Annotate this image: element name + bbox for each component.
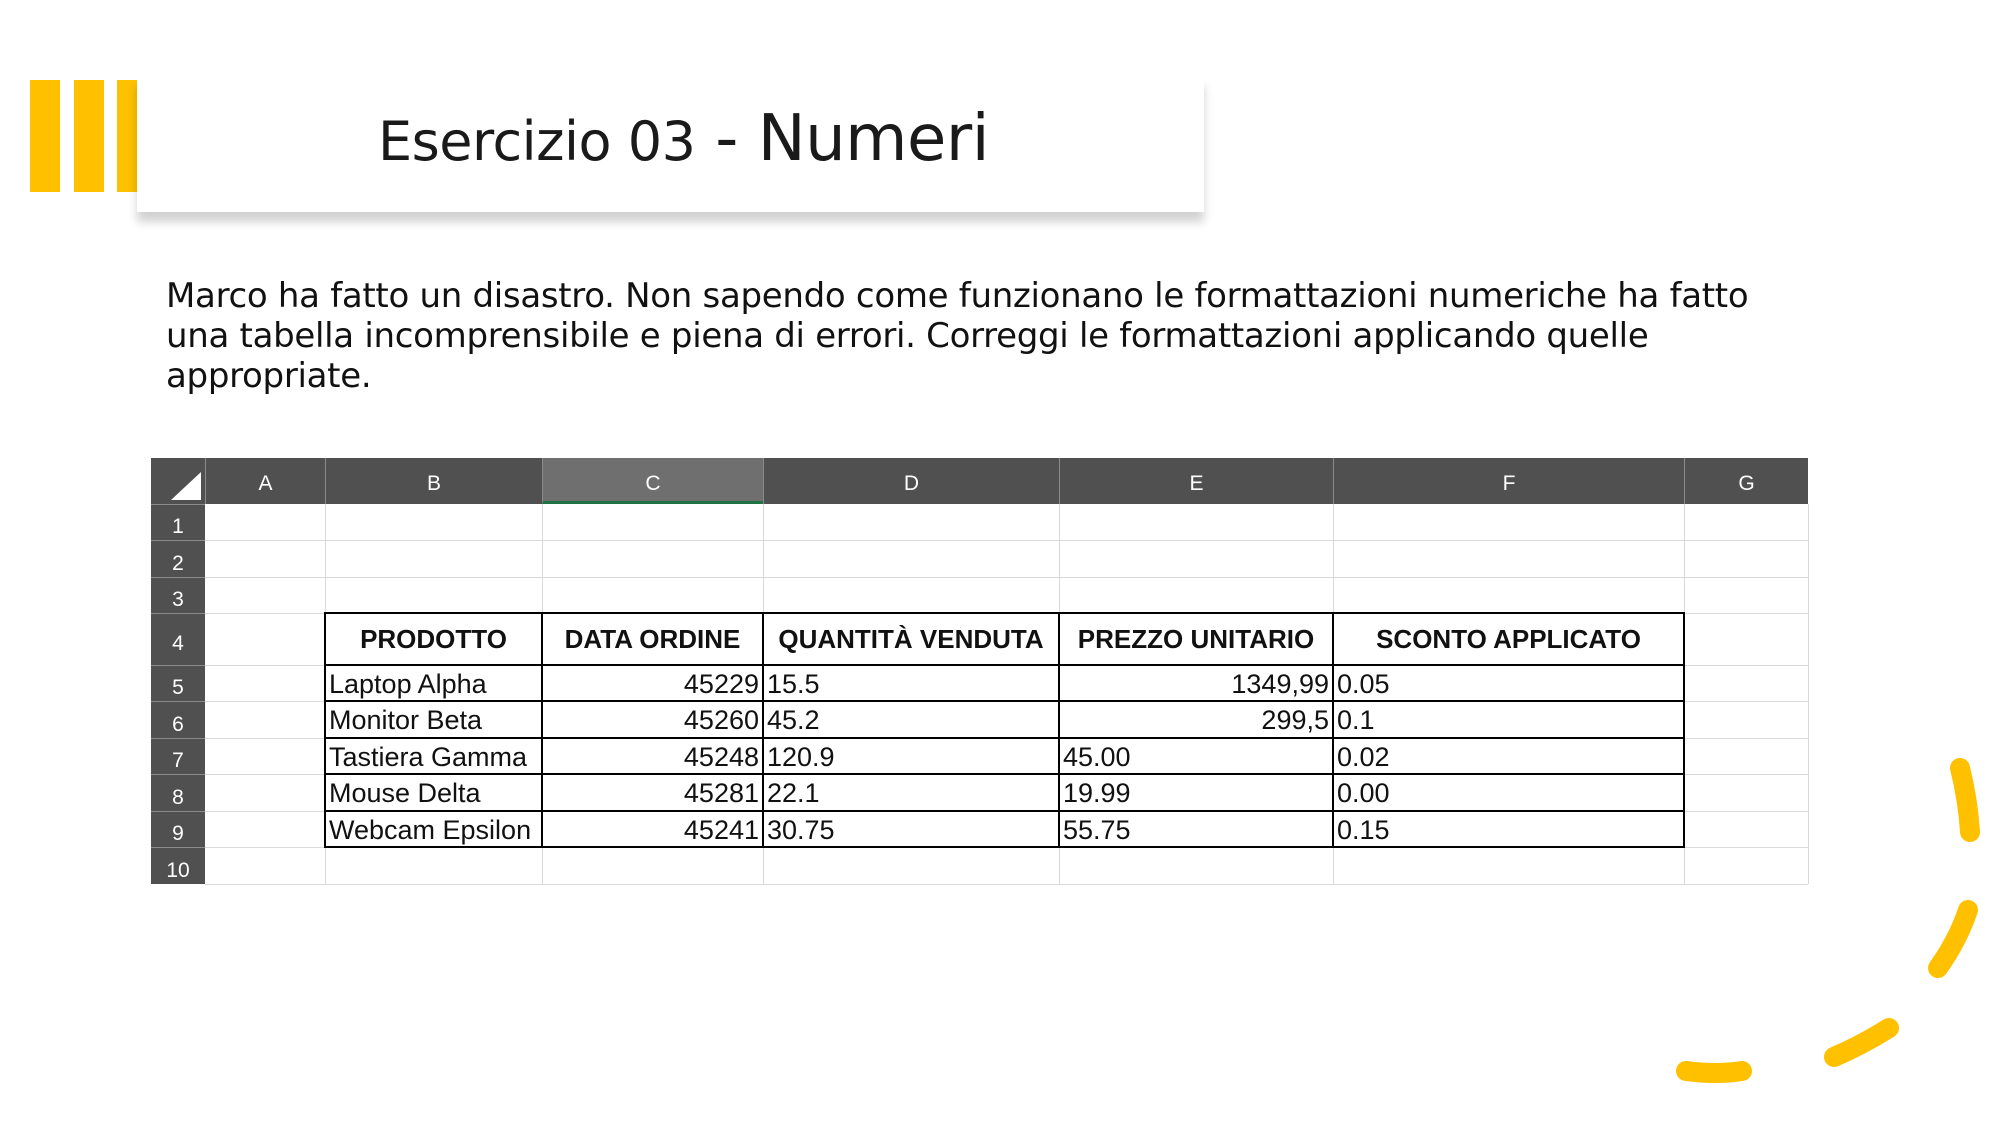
title-part-2: - Numeri xyxy=(695,102,989,176)
table-cell[interactable]: 45281 xyxy=(683,778,759,808)
table-cell[interactable]: 1349,99 xyxy=(1231,669,1329,699)
table-cell[interactable]: 45248 xyxy=(683,742,759,772)
table-cell[interactable]: Laptop Alpha xyxy=(329,669,487,699)
column-header-g[interactable]: G xyxy=(1684,458,1808,504)
column-header-f[interactable]: F xyxy=(1333,458,1684,504)
table-cell[interactable]: 299,5 xyxy=(1261,705,1329,735)
table-cell[interactable]: Mouse Delta xyxy=(329,778,481,808)
row-header-1[interactable]: 1 xyxy=(151,504,205,540)
table-cell[interactable]: 0.15 xyxy=(1337,815,1390,845)
row-header-8[interactable]: 8 xyxy=(151,774,205,811)
table-cell[interactable]: 120.9 xyxy=(767,742,835,772)
row-header-9[interactable]: 9 xyxy=(151,811,205,847)
swirl-dash xyxy=(1834,1028,1889,1057)
gridline-horizontal xyxy=(205,577,1808,578)
table-border xyxy=(324,700,1685,702)
deco-bar xyxy=(30,80,60,192)
table-cell[interactable]: 15.5 xyxy=(767,669,820,699)
row-header-3[interactable]: 3 xyxy=(151,577,205,613)
table-cell[interactable]: 30.75 xyxy=(767,815,835,845)
row-header-5[interactable]: 5 xyxy=(151,665,205,701)
table-header-cell[interactable]: PRODOTTO xyxy=(360,624,507,654)
table-border xyxy=(324,664,1685,666)
table-cell[interactable]: 0.05 xyxy=(1337,669,1390,699)
table-cell[interactable]: 0.00 xyxy=(1337,778,1390,808)
table-border xyxy=(324,846,1685,848)
table-border xyxy=(1332,613,1334,848)
table-border xyxy=(541,613,543,848)
page-title xyxy=(378,102,989,176)
gridline-horizontal xyxy=(205,884,1808,885)
dashed-swirl-decoration xyxy=(1640,740,2000,1125)
spreadsheet xyxy=(151,458,1808,884)
exercise-description: Marco ha fatto un disastro. Non sapendo come funzionano le formattazioni numeriche ha fatto una tabella incomprensibile e piena di errori. Correggi le formattazioni applicando quelle appropriate. xyxy=(166,276,1749,396)
table-header-cell[interactable]: SCONTO APPLICATO xyxy=(1376,624,1641,654)
row-header-7[interactable]: 7 xyxy=(151,738,205,774)
table-cell[interactable]: 55.75 xyxy=(1063,815,1131,845)
table-cell[interactable]: 22.1 xyxy=(767,778,820,808)
table-header-cell[interactable]: QUANTITÀ VENDUTA xyxy=(778,624,1044,654)
title-part-1: Esercizio 03 xyxy=(378,110,696,173)
table-cell[interactable]: 0.02 xyxy=(1337,742,1390,772)
table-cell[interactable]: 45.00 xyxy=(1063,742,1131,772)
column-header-b[interactable]: B xyxy=(325,458,542,504)
row-header-10[interactable]: 10 xyxy=(151,847,205,884)
row-header-2[interactable]: 2 xyxy=(151,540,205,577)
table-cell[interactable]: Webcam Epsilon xyxy=(329,815,532,845)
swirl-dash xyxy=(1686,1071,1742,1073)
row-header-6[interactable]: 6 xyxy=(151,701,205,738)
table-cell[interactable]: Tastiera Gamma xyxy=(329,742,528,772)
row-header-4[interactable]: 4 xyxy=(151,613,205,665)
swirl-dash xyxy=(1960,768,1970,832)
table-border xyxy=(762,613,764,848)
table-border xyxy=(324,612,1685,614)
select-all-triangle-icon xyxy=(171,472,201,500)
deco-bar xyxy=(117,80,137,192)
table-cell[interactable]: 45241 xyxy=(683,815,759,845)
table-border xyxy=(1058,613,1060,848)
table-cell[interactable]: Monitor Beta xyxy=(329,705,483,735)
select-all-corner[interactable] xyxy=(151,458,205,504)
table-border xyxy=(324,737,1685,739)
table-border xyxy=(324,810,1685,812)
table-cell[interactable]: 19.99 xyxy=(1063,778,1131,808)
table-border xyxy=(324,773,1685,775)
table-border xyxy=(324,613,326,848)
title-card xyxy=(137,76,1204,212)
column-header-a[interactable]: A xyxy=(205,458,325,504)
table-cell[interactable]: 45260 xyxy=(683,705,759,735)
column-header-d[interactable]: D xyxy=(763,458,1059,504)
decorative-bars xyxy=(30,80,137,192)
table-cell[interactable]: 0.1 xyxy=(1337,705,1375,735)
table-header-cell[interactable]: DATA ORDINE xyxy=(564,624,741,654)
table-cell[interactable]: 45.2 xyxy=(767,705,820,735)
column-header-c[interactable]: C xyxy=(542,458,763,504)
swirl-dash xyxy=(1938,910,1968,968)
deco-bar xyxy=(74,80,104,192)
table-header-cell[interactable]: PREZZO UNITARIO xyxy=(1077,624,1315,654)
gridline-horizontal xyxy=(205,540,1808,541)
table-cell[interactable]: 45229 xyxy=(683,669,759,699)
column-header-e[interactable]: E xyxy=(1059,458,1333,504)
